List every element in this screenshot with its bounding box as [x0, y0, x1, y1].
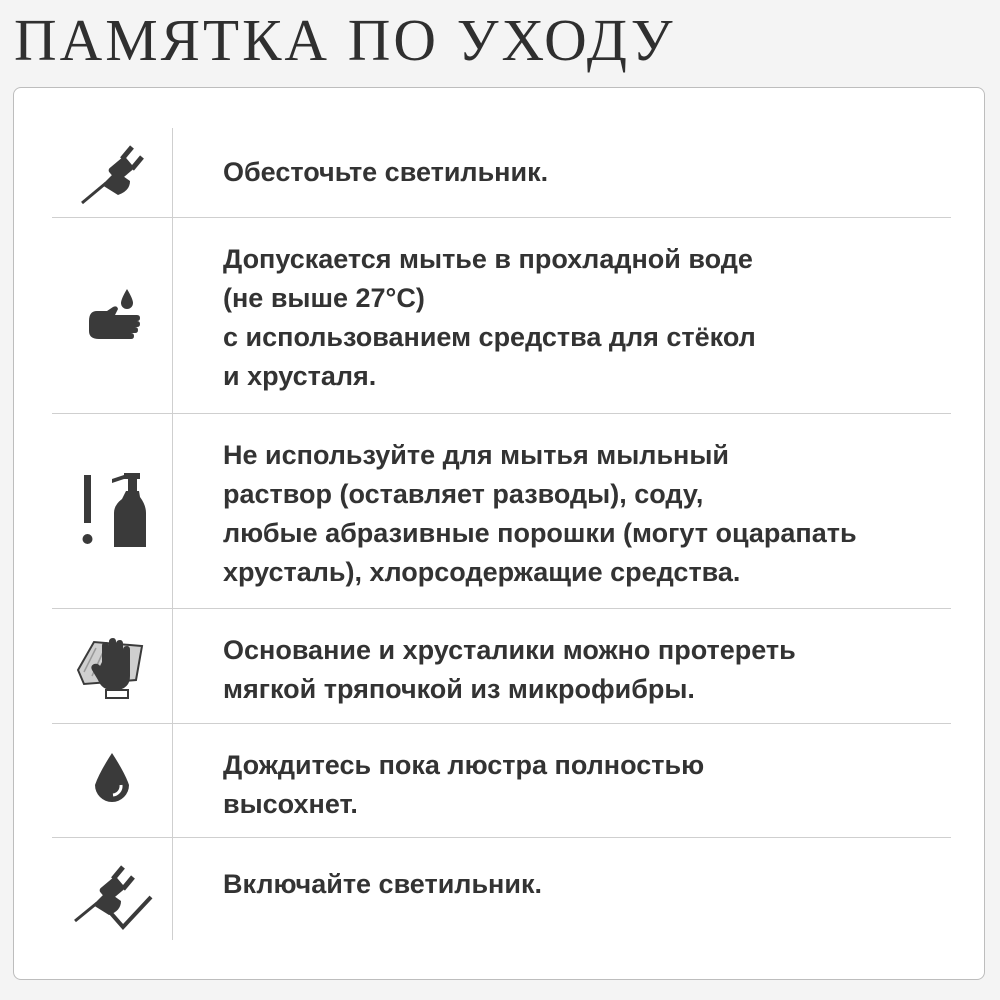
instruction-line: и хрусталя.: [223, 361, 377, 391]
instruction-line: Включайте светильник.: [223, 869, 542, 899]
instruction-line: (не выше 27°С): [223, 283, 425, 313]
instruction-line: мягкой тряпочкой из микрофибры.: [223, 674, 695, 704]
instruction-text: [223, 746, 951, 824]
instruction-line: Не используйте для мытья мыльный: [223, 440, 730, 470]
instruction-line: Допускается мытье в прохладной воде: [223, 244, 753, 274]
instruction-line: хрусталь), хлорсодержащие средства.: [223, 557, 741, 587]
plug-check-icon: [52, 838, 172, 941]
instruction-step-3: [52, 413, 951, 609]
instruction-step-4: [52, 608, 951, 724]
glove-cloth-icon: [52, 609, 172, 724]
instruction-line: раствор (оставляет разводы), соду,: [223, 479, 704, 509]
warning-spray-bottle-icon: [52, 414, 172, 609]
water-drop-icon: [52, 724, 172, 838]
instruction-text: [223, 240, 951, 396]
instruction-text: [223, 153, 951, 192]
hand-water-drop-icon: [52, 218, 172, 414]
instruction-line: высохнет.: [223, 789, 358, 819]
care-instructions-card: [13, 87, 985, 980]
instruction-line: Дождитесь пока люстра полностью: [223, 750, 705, 780]
instruction-line: Основание и хрусталики можно протереть: [223, 635, 796, 665]
instruction-line: Обесточьте светильник.: [223, 157, 549, 187]
unplug-icon: [52, 128, 172, 217]
instruction-step-6: [52, 837, 951, 941]
instruction-line: с использованием средства для стёкол: [223, 322, 756, 352]
page-title: ПАМЯТКА ПО УХОДУ: [14, 7, 676, 73]
instruction-line: любые абразивные порошки (могут оцарапать: [223, 518, 857, 548]
instruction-text: [223, 436, 951, 592]
instruction-step-1: [52, 128, 951, 217]
instruction-text: [223, 865, 951, 904]
instruction-step-2: [52, 217, 951, 414]
instruction-text: [223, 631, 951, 709]
instruction-step-5: [52, 723, 951, 838]
